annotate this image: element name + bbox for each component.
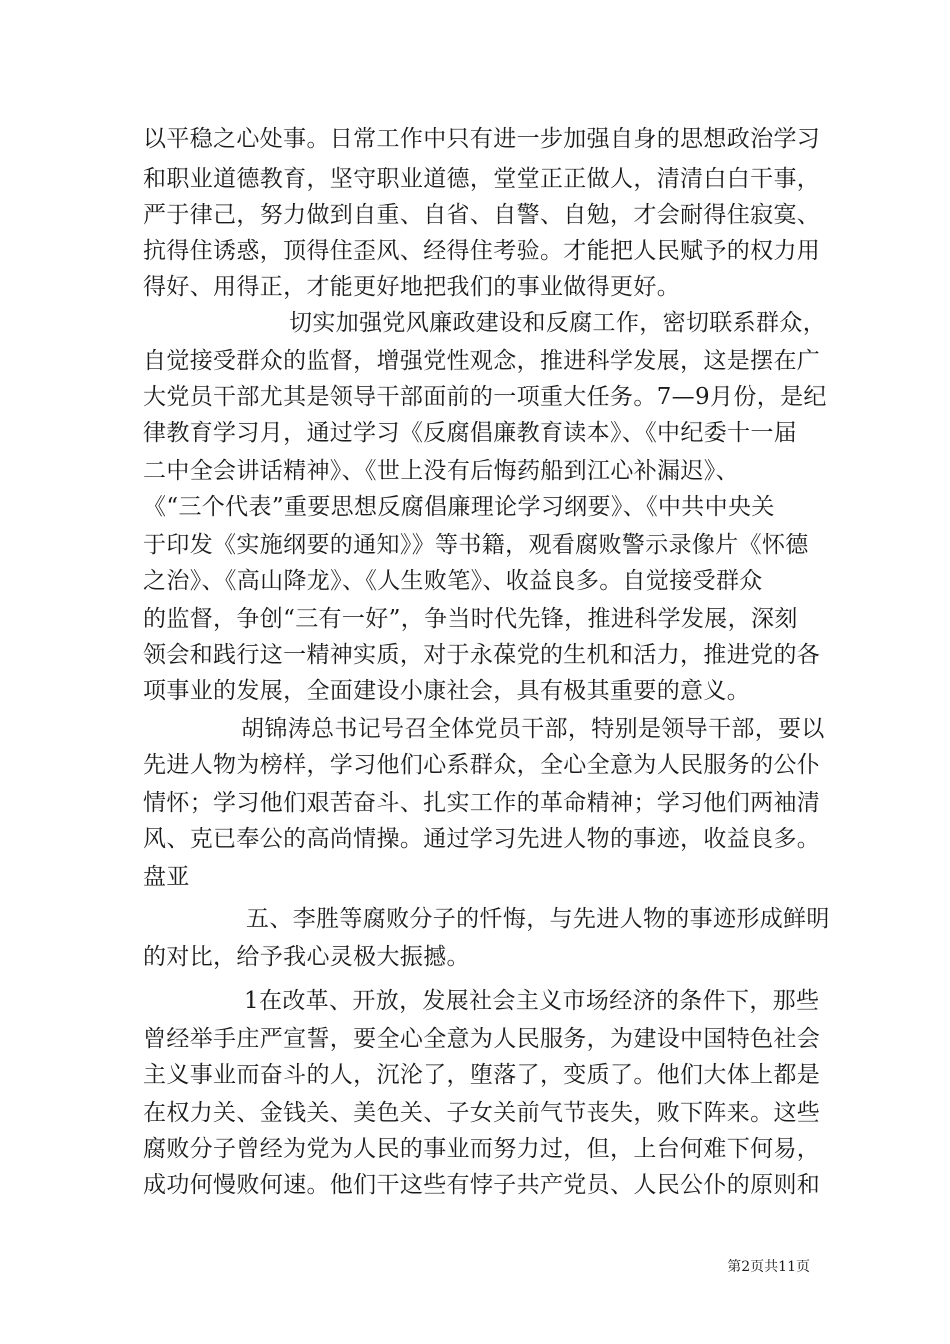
body-text-line: 《“三个代表”重要思想反腐倡廉理论学习纲要》、《中共中央关 (143, 494, 775, 520)
paragraph-indent-line: 切实加强党风廉政建设和反腐工作，密切联系群众， (289, 310, 827, 336)
body-text-line: 之治》、《高山降龙》、《人生败笔》、收益良多。自觉接受群众 (143, 568, 763, 594)
body-text-line: 项事业的发展，全面建设小康社会，具有极其重要的意义。 (143, 678, 751, 704)
page-number-footer: 第2页共11页 (727, 1259, 810, 1275)
body-text-line: 盘亚 (143, 864, 190, 890)
body-text-line: 律教育学习月，通过学习《反腐倡廉教育读本》、《中纪委十一届 (143, 420, 798, 446)
body-text-line: 的监督，争创“三有一好”，争当时代先锋，推进科学发展，深刻 (143, 606, 798, 632)
body-text-line: 在权力关、金钱关、美色关、子女关前气节丧失，败下阵来。这些 (143, 1100, 821, 1126)
body-text-line: 风、克已奉公的高尚情操。通过学习先进人物的事迹，收益良多。 (143, 826, 821, 852)
body-text-line: 主义事业而奋斗的人，沉沦了，堕落了，变质了。他们大体上都是 (143, 1062, 821, 1088)
body-text-line: 的对比，给予我心灵极大振撼。 (143, 944, 470, 970)
body-text-line: 大党员干部尤其是领导干部面前的一项重大任务。7—9月份，是纪 (143, 384, 827, 410)
paragraph-indent-line: 1在改革、开放，发展社会主义市场经济的条件下，那些 (244, 988, 820, 1014)
body-text-line: 二中全会讲话精神》、《世上没有后悔药船到江心补漏迟》、 (143, 458, 739, 484)
body-text-line: 先进人物为榜样，学习他们心系群众，全心全意为人民服务的公仆 (143, 752, 821, 778)
body-text-line: 自觉接受群众的监督，增强党性观念，推进科学发展，这是摆在广 (143, 348, 821, 374)
body-text-line: 于印发《实施纲要的通知》》等书籍，观看腐败警示录像片《怀德 (143, 532, 809, 558)
paragraph-indent-line: 五、李胜等腐败分子的忏悔，与先进人物的事迹形成鲜明 (246, 906, 830, 932)
body-text-line: 曾经举手庄严宣誓，要全心全意为人民服务，为建设中国特色社会 (143, 1026, 821, 1052)
body-text-line: 和职业道德教育，坚守职业道德，堂堂正正做人，清清白白干事， (143, 166, 821, 192)
body-text-line: 抗得住诱惑，顶得住歪风、经得住考验。才能把人民赋予的权力用 (143, 238, 821, 264)
body-text-line: 腐败分子曾经为党为人民的事业而努力过，但，上台何难下何易， (143, 1136, 821, 1162)
paragraph-indent-line: 胡锦涛总书记号召全体党员干部，特别是领导干部，要以 (241, 716, 825, 742)
body-text-line: 情怀；学习他们艰苦奋斗、扎实工作的革命精神；学习他们两袖清 (143, 790, 821, 816)
body-text-line: 严于律己，努力做到自重、自省、自警、自勉，才会耐得住寂寞、 (143, 202, 821, 228)
body-text-line: 以平稳之心处事。日常工作中只有进一步加强自身的思想政治学习 (143, 126, 821, 152)
body-text-line: 领会和践行这一精神实质，对于永葆党的生机和活力，推进党的各 (143, 642, 821, 668)
body-text-line: 得好、用得正，才能更好地把我们的事业做得更好。 (143, 274, 681, 300)
body-text-line: 成功何慢败何速。他们干这些有悖子共产党员、人民公仆的原则和 (143, 1172, 821, 1198)
